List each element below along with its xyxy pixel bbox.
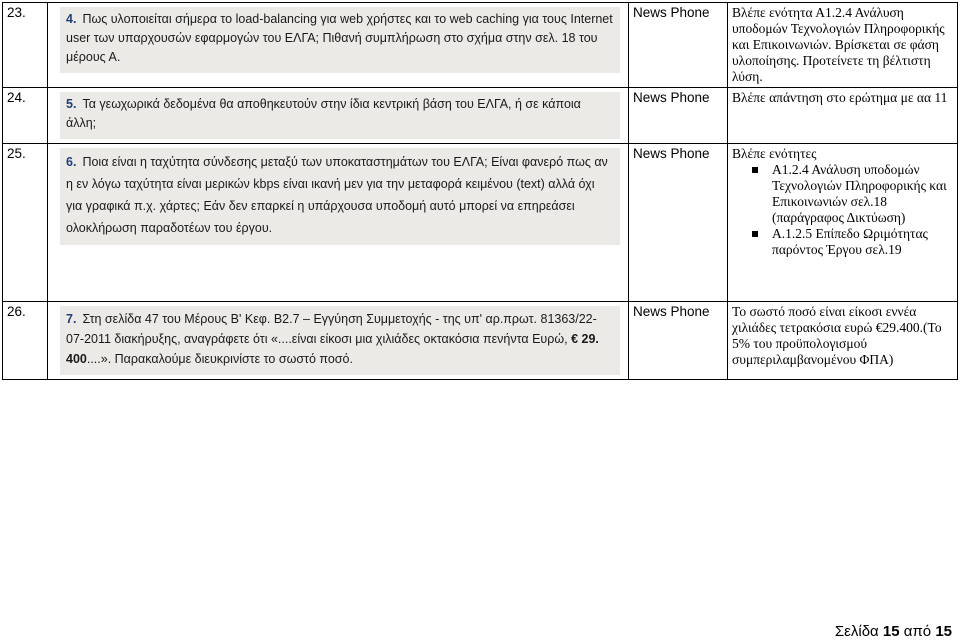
question-amount: € 29. 400	[66, 332, 599, 366]
question-text: Στη σελίδα 47 του Μέρους Β' Κεφ. Β2.7 – Εγγύηση Συμμετοχής - της υπ' αρ.πρωτ. 81363/22-07-2011 διακήρυξης, αναγράφετε ότι «....είναι είκοσι μια χιλιάδες οκτακόσια πενήντα Ευρώ,	[66, 312, 597, 346]
source-cell: News Phone	[629, 144, 728, 302]
answer-cell: Το σωστό ποσό είναι είκοσι εννέα χιλιάδες τετρακόσια ευρώ €29.400.(Το 5% του προϋπολογισμού συμπεριλαμβανομένου ΦΠΑ)	[728, 302, 958, 380]
question-cell	[48, 88, 629, 144]
list-item: Α.1.2.5 Επίπεδο Ωριμότητας παρόντος Έργου σελ.19	[772, 226, 953, 258]
question-cell	[48, 3, 629, 88]
question-number: 5.	[66, 97, 77, 111]
source-cell: News Phone	[629, 88, 728, 144]
question-number: 4.	[66, 12, 77, 26]
row-number: 23.	[3, 3, 48, 88]
footer-of: από	[903, 623, 932, 640]
table-row	[3, 144, 958, 302]
scanned-question	[60, 148, 620, 245]
answer-cell: Βλέπε ενότητα Α1.2.4 Ανάλυση υποδομών Τεχνολογιών Πληροφορικής και Επικοινωνιών. Βρίσκεται σε φάση υλοποίησης. Προτείνετε τη βέλτιστη λύση.	[728, 3, 958, 88]
footer-page: 15	[882, 623, 900, 640]
question-cell	[48, 302, 629, 380]
scanned-question	[60, 7, 620, 73]
source-cell: News Phone	[629, 302, 728, 380]
answer-cell	[728, 144, 958, 302]
question-text: Τα γεωχωρικά δεδομένα θα αποθηκευτούν στην ίδια κεντρική βάση του ΕΛΓΑ, ή σε κάποια άλλη;	[66, 97, 581, 130]
list-item: Α1.2.4 Ανάλυση υποδομών Τεχνολογιών Πληροφορικής και Επικοινωνιών σελ.18 (παράγραφος Δικτύωση)	[772, 162, 953, 226]
answer-intro: Βλέπε ενότητες	[732, 146, 817, 161]
question-number: 6.	[66, 155, 77, 169]
question-text-end: ....». Παρακαλούμε διευκρινίστε το σωστό ποσό.	[86, 352, 353, 366]
table-row	[3, 88, 958, 144]
footer-total: 15	[935, 623, 952, 640]
page-footer	[835, 623, 952, 640]
question-text: Ποια είναι η ταχύτητα σύνδεσης μεταξύ των υποκαταστημάτων του ΕΛΓΑ; Είναι φανερό πως αν η εν λόγω ταχύτητα είναι μερικών kbps είναι ικανή μεν για την μεταφορά κειμένου (text) αλλά όχι για γραφικά π.χ. χάρτες; Εάν δεν επαρκεί η υπάρχουσα υποδομή αυτό μπορεί να επηρεάσει ολοκλήρωση παραδοτέων του έργου.	[66, 155, 608, 235]
question-cell	[48, 144, 629, 302]
scanned-question	[60, 306, 620, 375]
scanned-question	[60, 92, 620, 139]
qa-table	[2, 2, 958, 380]
question-text: Πως υλοποιείται σήμερα το load-balancing για web χρήστες και το web caching για τους Internet user των υπαρχουσών εφαρμογών του ΕΛΓΑ; Πιθανή συμπλήρωση στο σχήμα στην σελ. 18 του μέρους Α.	[66, 12, 613, 64]
question-number: 7.	[66, 312, 77, 326]
row-number: 25.	[3, 144, 48, 302]
answer-cell: Βλέπε απάντηση στο ερώτημα με αα 11	[728, 88, 958, 144]
footer-label: Σελίδα	[834, 623, 879, 640]
source-cell: News Phone	[629, 3, 728, 88]
table-row	[3, 3, 958, 88]
row-number: 26.	[3, 302, 48, 380]
answer-list	[732, 162, 953, 258]
table-row	[3, 302, 958, 380]
row-number: 24.	[3, 88, 48, 144]
